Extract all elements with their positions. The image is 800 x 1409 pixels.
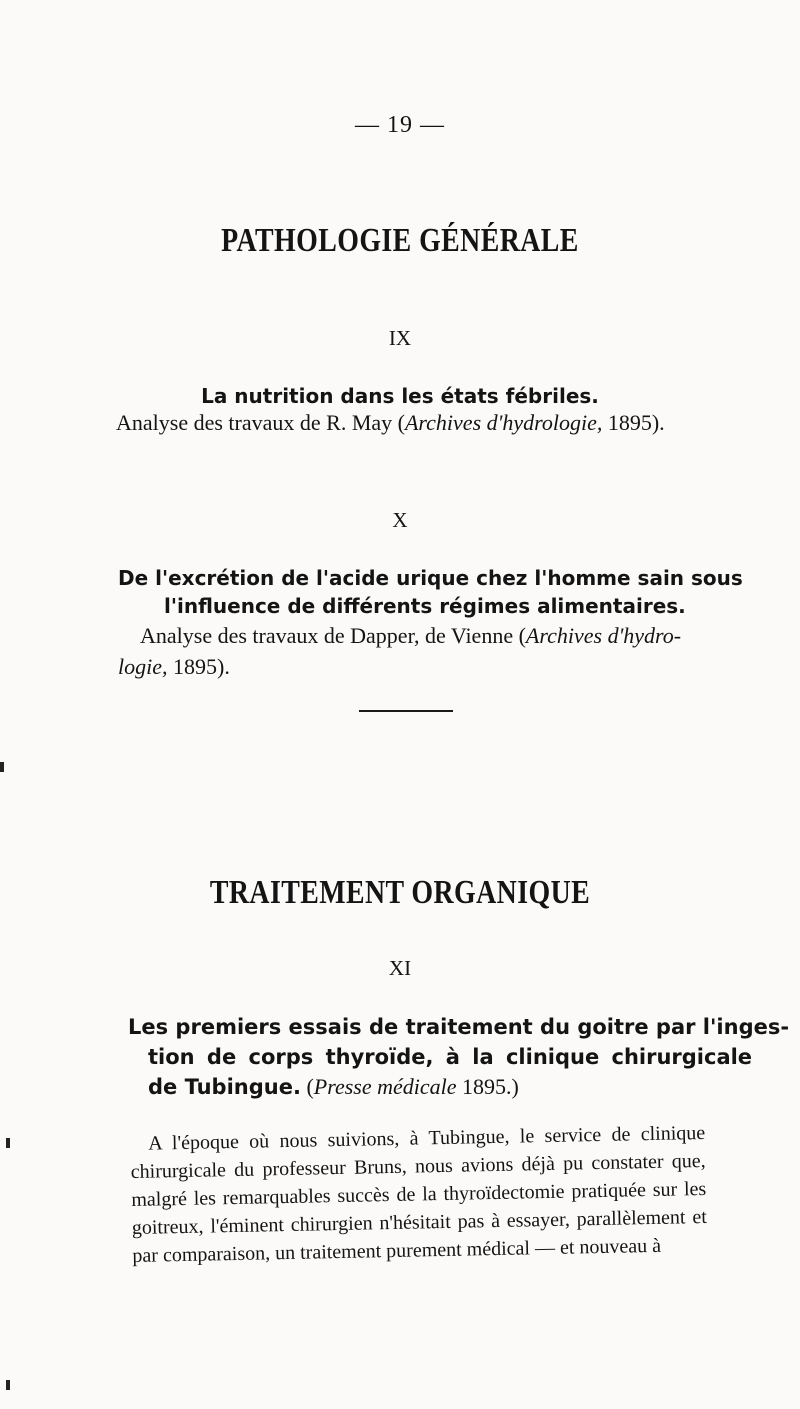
entry-title-xi-line3 xyxy=(148,1072,519,1102)
reference-journal: Archives d'hydrologie, xyxy=(404,410,603,435)
reference-open: ( xyxy=(300,1074,314,1099)
reference-year: 1895.) xyxy=(456,1074,519,1099)
entry-title-ix: La nutrition dans les états fébriles. xyxy=(201,384,599,408)
reference-year: 1895). xyxy=(167,654,230,679)
section-title-pathologie: PATHOLOGIE GÉNÉRALE xyxy=(221,222,579,259)
page-number: — 19 — xyxy=(355,112,445,138)
margin-mark xyxy=(0,762,4,772)
entry-numeral-ix: IX xyxy=(388,326,412,350)
entry-title-x-line1: De l'excrétion de l'acide urique chez l'homme sain sous xyxy=(118,566,743,590)
reference-year: 1895). xyxy=(602,410,665,435)
entry-reference-x-line1 xyxy=(140,621,681,651)
entry-reference-x-line2 xyxy=(118,652,230,682)
reference-journal: Archives d'hydro- xyxy=(525,623,682,648)
reference-prefix: Analyse des travaux de Dapper, de Vienne ( xyxy=(140,623,526,648)
margin-mark xyxy=(6,1138,10,1148)
entry-reference-ix xyxy=(116,408,665,438)
entry-numeral-xi: XI xyxy=(388,956,412,980)
reference-journal: Presse médicale xyxy=(313,1074,457,1099)
entry-numeral-x: X xyxy=(392,508,408,532)
section-divider-rule xyxy=(359,710,453,712)
reference-prefix: Analyse des travaux de R. May ( xyxy=(116,410,405,435)
margin-mark xyxy=(6,1380,10,1390)
entry-title-xi-line2: tion de corps thyroïde, à la clinique chirurgicale xyxy=(148,1045,753,1069)
reference-journal-cont: logie, xyxy=(118,654,168,679)
entry-title-xi-end: de Tubingue. xyxy=(148,1075,301,1099)
entry-title-xi-line1: Les premiers essais de traitement du goitre par l'inges- xyxy=(128,1015,790,1039)
body-paragraph-block xyxy=(130,1119,708,1270)
section-title-traitement: TRAITEMENT ORGANIQUE xyxy=(209,874,591,911)
entry-title-x-line2: l'influence de différents régimes alimentaires. xyxy=(164,594,686,618)
body-paragraph: A l'époque où nous suivions, à Tubingue, le service de clinique chirurgicale du professeur Bruns, nous avions déjà pu constater que, malgré les remarquables succès de la thyroïdectomie pratiquée sur les goitreux, l'éminent chirurgien n'hésitait pas à essayer, parallèlement et par comparaison, un traitement purement médical — et nouveau à xyxy=(130,1121,707,1267)
